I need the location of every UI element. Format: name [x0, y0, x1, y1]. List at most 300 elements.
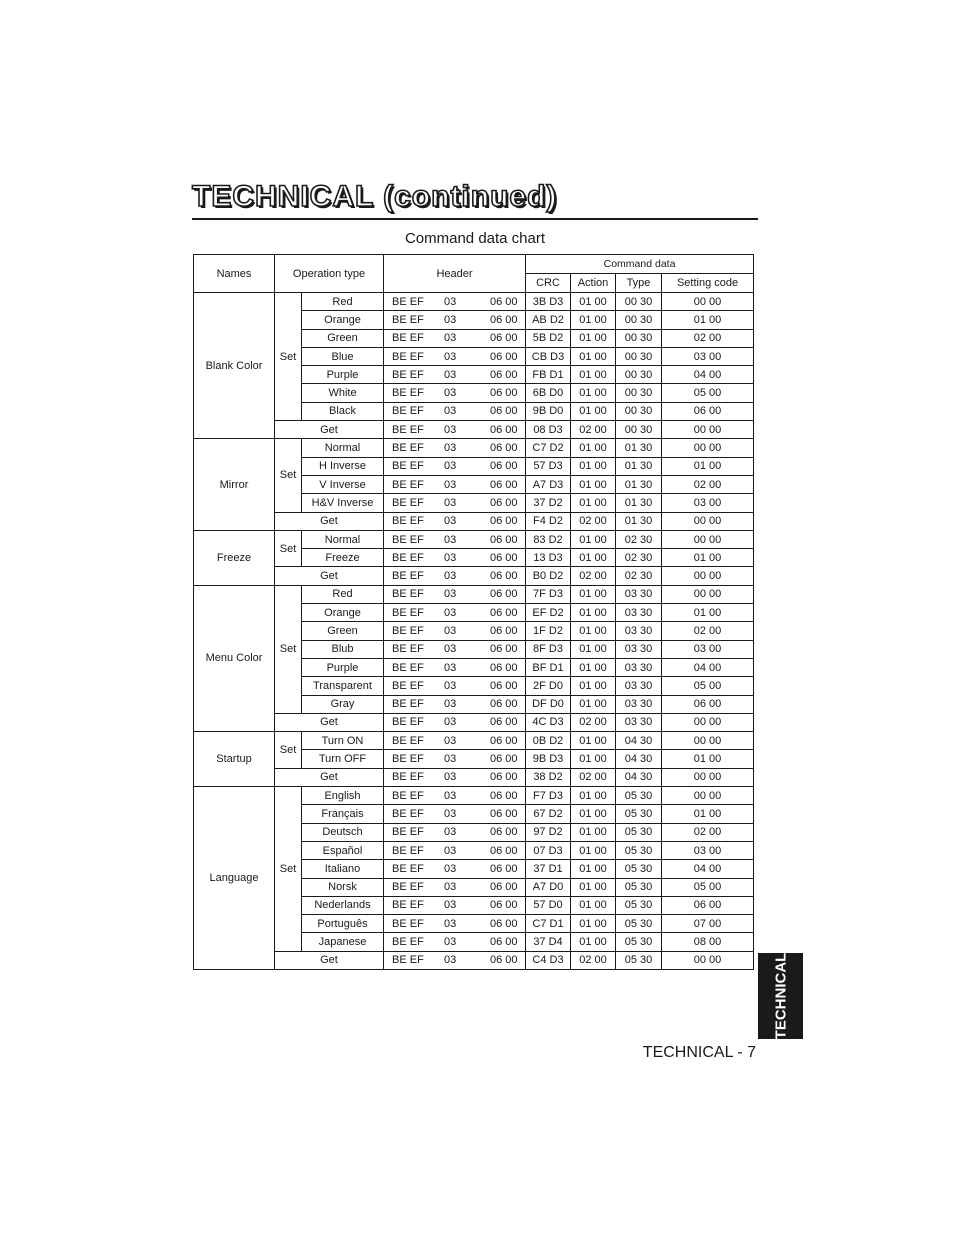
header-byte-group: 03	[444, 844, 457, 857]
action-value: 01 00	[571, 549, 616, 567]
header-byte-group: 06 00	[490, 478, 518, 491]
action-value: 01 00	[571, 841, 616, 859]
header-byte-group: BE EF	[392, 771, 424, 784]
header-byte-group: BE EF	[392, 734, 424, 747]
header-value	[384, 713, 526, 731]
table-row	[194, 732, 754, 750]
header-byte-group: BE EF	[392, 606, 424, 619]
header-byte-group: 06 00	[490, 606, 518, 619]
header-byte-group: BE EF	[392, 368, 424, 381]
operation-name: Blub	[302, 640, 384, 658]
crc-value: 07 D3	[526, 841, 571, 859]
crc-value: 1F D2	[526, 622, 571, 640]
header-byte-group: BE EF	[392, 716, 424, 729]
header-byte-group: 03	[444, 551, 457, 564]
col-action: Action	[571, 274, 616, 293]
header-byte-group: 03	[444, 753, 457, 766]
header-byte-group: BE EF	[392, 624, 424, 637]
action-value: 01 00	[571, 878, 616, 896]
set-label: Set	[275, 293, 302, 421]
table-row	[194, 585, 754, 603]
setting-code-value: 00 00	[662, 732, 754, 750]
set-label: Set	[275, 732, 302, 769]
header-byte-group: BE EF	[392, 295, 424, 308]
header-byte-group: BE EF	[392, 460, 424, 473]
setting-code-value: 05 00	[662, 677, 754, 695]
header-byte-group: 03	[444, 387, 457, 400]
header-value	[384, 475, 526, 493]
header-value	[384, 494, 526, 512]
operation-name: Purple	[302, 366, 384, 384]
header-byte-group: BE EF	[392, 789, 424, 802]
header-value	[384, 640, 526, 658]
setting-code-value: 06 00	[662, 896, 754, 914]
header-byte-group: 03	[444, 368, 457, 381]
header-byte-group: 06 00	[490, 862, 518, 875]
header-value	[384, 530, 526, 548]
type-value: 04 30	[616, 732, 662, 750]
crc-value: 97 D2	[526, 823, 571, 841]
setting-code-value: 04 00	[662, 860, 754, 878]
type-value: 03 30	[616, 585, 662, 603]
header-value	[384, 951, 526, 969]
col-names: Names	[194, 255, 275, 293]
type-value: 05 30	[616, 860, 662, 878]
action-value: 01 00	[571, 347, 616, 365]
header-byte-group: 06 00	[490, 496, 518, 509]
action-value: 02 00	[571, 713, 616, 731]
header-byte-group: 06 00	[490, 807, 518, 820]
operation-name: White	[302, 384, 384, 402]
set-label: Set	[275, 530, 302, 567]
chart-caption: Command data chart	[404, 230, 546, 247]
header-byte-group: 03	[444, 917, 457, 930]
operation-name: Français	[302, 805, 384, 823]
type-value: 03 30	[616, 604, 662, 622]
command-data-table	[193, 254, 754, 970]
header-byte-group: 03	[444, 624, 457, 637]
type-value: 02 30	[616, 567, 662, 585]
header-byte-group: BE EF	[392, 515, 424, 528]
crc-value: 83 D2	[526, 530, 571, 548]
action-value: 01 00	[571, 860, 616, 878]
operation-name: V Inverse	[302, 475, 384, 493]
action-value: 01 00	[571, 329, 616, 347]
setting-code-value: 02 00	[662, 823, 754, 841]
header-byte-group: 06 00	[490, 570, 518, 583]
setting-code-value: 04 00	[662, 366, 754, 384]
setting-code-value: 00 00	[662, 293, 754, 311]
header-value	[384, 860, 526, 878]
type-value: 03 30	[616, 622, 662, 640]
group-name: Menu Color	[194, 585, 275, 731]
set-label: Set	[275, 585, 302, 713]
header-value	[384, 347, 526, 365]
setting-code-value: 04 00	[662, 658, 754, 676]
operation-name: Gray	[302, 695, 384, 713]
header-byte-group: BE EF	[392, 936, 424, 949]
type-value: 01 30	[616, 512, 662, 530]
action-value: 01 00	[571, 439, 616, 457]
crc-value: 37 D2	[526, 494, 571, 512]
header-byte-group: 03	[444, 496, 457, 509]
header-byte-group: 06 00	[490, 295, 518, 308]
header-value	[384, 732, 526, 750]
header-byte-group: 06 00	[490, 460, 518, 473]
action-value: 01 00	[571, 494, 616, 512]
type-value: 00 30	[616, 421, 662, 439]
setting-code-value: 03 00	[662, 494, 754, 512]
title-rule	[192, 218, 758, 220]
header-value	[384, 677, 526, 695]
operation-name: Italiano	[302, 860, 384, 878]
type-value: 02 30	[616, 530, 662, 548]
crc-value: A7 D3	[526, 475, 571, 493]
action-value: 01 00	[571, 915, 616, 933]
header-byte-group: 03	[444, 698, 457, 711]
operation-name: Red	[302, 585, 384, 603]
operation-name: Português	[302, 915, 384, 933]
type-value: 04 30	[616, 768, 662, 786]
action-value: 01 00	[571, 604, 616, 622]
type-value: 01 30	[616, 475, 662, 493]
setting-code-value: 03 00	[662, 640, 754, 658]
header-byte-group: 03	[444, 423, 457, 436]
setting-code-value: 05 00	[662, 878, 754, 896]
col-command-data: Command data	[526, 255, 754, 274]
table-row	[194, 530, 754, 548]
header-byte-group: BE EF	[392, 917, 424, 930]
type-value: 00 30	[616, 384, 662, 402]
crc-value: AB D2	[526, 311, 571, 329]
type-value: 05 30	[616, 878, 662, 896]
header-byte-group: BE EF	[392, 807, 424, 820]
action-value: 02 00	[571, 951, 616, 969]
header-byte-group: BE EF	[392, 350, 424, 363]
type-value: 00 30	[616, 293, 662, 311]
section-side-tab	[758, 953, 803, 1039]
operation-name: H&V Inverse	[302, 494, 384, 512]
header-byte-group: 03	[444, 533, 457, 546]
header-value	[384, 421, 526, 439]
setting-code-value: 06 00	[662, 695, 754, 713]
type-value: 05 30	[616, 841, 662, 859]
header-value	[384, 512, 526, 530]
header-byte-group: BE EF	[392, 423, 424, 436]
crc-value: CB D3	[526, 347, 571, 365]
type-value: 01 30	[616, 457, 662, 475]
get-operation: Get	[275, 951, 384, 969]
header-value	[384, 841, 526, 859]
setting-code-value: 00 00	[662, 585, 754, 603]
header-byte-group: 06 00	[490, 826, 518, 839]
type-value: 05 30	[616, 915, 662, 933]
setting-code-value: 07 00	[662, 915, 754, 933]
crc-value: FB D1	[526, 366, 571, 384]
header-value	[384, 750, 526, 768]
header-byte-group: 06 00	[490, 313, 518, 326]
header-byte-group: BE EF	[392, 844, 424, 857]
crc-value: 5B D2	[526, 329, 571, 347]
action-value: 01 00	[571, 805, 616, 823]
crc-value: BF D1	[526, 658, 571, 676]
type-value: 00 30	[616, 311, 662, 329]
crc-value: 37 D4	[526, 933, 571, 951]
action-value: 01 00	[571, 933, 616, 951]
action-value: 01 00	[571, 695, 616, 713]
operation-name: English	[302, 787, 384, 805]
action-value: 01 00	[571, 823, 616, 841]
crc-value: C7 D2	[526, 439, 571, 457]
header-byte-group: 03	[444, 789, 457, 802]
header-byte-group: 06 00	[490, 679, 518, 692]
header-byte-group: BE EF	[392, 387, 424, 400]
operation-name: Español	[302, 841, 384, 859]
header-byte-group: 06 00	[490, 332, 518, 345]
setting-code-value: 00 00	[662, 439, 754, 457]
header-byte-group: 06 00	[490, 881, 518, 894]
header-byte-group: BE EF	[392, 478, 424, 491]
crc-value: F4 D2	[526, 512, 571, 530]
action-value: 02 00	[571, 768, 616, 786]
group-name: Language	[194, 787, 275, 970]
table-row	[194, 293, 754, 311]
crc-value: 9B D0	[526, 402, 571, 420]
header-byte-group: BE EF	[392, 313, 424, 326]
crc-value: C7 D1	[526, 915, 571, 933]
header-byte-group: 03	[444, 679, 457, 692]
operation-name: Green	[302, 329, 384, 347]
table-row	[194, 951, 754, 969]
operation-name: Blue	[302, 347, 384, 365]
crc-value: 4C D3	[526, 713, 571, 731]
type-value: 00 30	[616, 366, 662, 384]
type-value: 05 30	[616, 805, 662, 823]
header-byte-group: BE EF	[392, 679, 424, 692]
header-byte-group: BE EF	[392, 881, 424, 894]
action-value: 01 00	[571, 585, 616, 603]
setting-code-value: 02 00	[662, 475, 754, 493]
header-byte-group: BE EF	[392, 826, 424, 839]
header-value	[384, 293, 526, 311]
get-operation: Get	[275, 512, 384, 530]
header-value	[384, 366, 526, 384]
action-value: 01 00	[571, 311, 616, 329]
header-byte-group: BE EF	[392, 862, 424, 875]
setting-code-value: 00 00	[662, 713, 754, 731]
header-byte-group: BE EF	[392, 698, 424, 711]
header-byte-group: BE EF	[392, 588, 424, 601]
header-byte-group: 03	[444, 405, 457, 418]
group-name: Blank Color	[194, 293, 275, 439]
header-byte-group: 06 00	[490, 350, 518, 363]
operation-name: Turn ON	[302, 732, 384, 750]
header-byte-group: 06 00	[490, 936, 518, 949]
header-byte-group: BE EF	[392, 332, 424, 345]
setting-code-value: 00 00	[662, 787, 754, 805]
table-row	[194, 768, 754, 786]
header-value	[384, 768, 526, 786]
operation-name: H Inverse	[302, 457, 384, 475]
get-operation: Get	[275, 768, 384, 786]
setting-code-value: 02 00	[662, 329, 754, 347]
header-byte-group: 03	[444, 936, 457, 949]
action-value: 02 00	[571, 421, 616, 439]
header-byte-group: BE EF	[392, 753, 424, 766]
action-value: 01 00	[571, 402, 616, 420]
header-byte-group: 03	[444, 734, 457, 747]
table-row	[194, 512, 754, 530]
operation-name: Purple	[302, 658, 384, 676]
set-label: Set	[275, 439, 302, 512]
header-value	[384, 311, 526, 329]
header-byte-group: 03	[444, 295, 457, 308]
crc-value: B0 D2	[526, 567, 571, 585]
header-value	[384, 896, 526, 914]
crc-value: A7 D0	[526, 878, 571, 896]
header-value	[384, 439, 526, 457]
type-value: 03 30	[616, 658, 662, 676]
header-byte-group: BE EF	[392, 533, 424, 546]
operation-name: Japanese	[302, 933, 384, 951]
header-byte-group: 06 00	[490, 588, 518, 601]
header-byte-group: 03	[444, 588, 457, 601]
header-byte-group: 06 00	[490, 405, 518, 418]
operation-name: Normal	[302, 530, 384, 548]
header-value	[384, 787, 526, 805]
col-setting-code: Setting code	[662, 274, 754, 293]
header-byte-group: BE EF	[392, 551, 424, 564]
action-value: 01 00	[571, 732, 616, 750]
operation-name: Orange	[302, 604, 384, 622]
crc-value: 67 D2	[526, 805, 571, 823]
crc-value: 0B D2	[526, 732, 571, 750]
header-value	[384, 549, 526, 567]
setting-code-value: 01 00	[662, 311, 754, 329]
header-byte-group: BE EF	[392, 496, 424, 509]
operation-name: Normal	[302, 439, 384, 457]
header-byte-group: BE EF	[392, 954, 424, 967]
setting-code-value: 01 00	[662, 750, 754, 768]
header-byte-group: 06 00	[490, 917, 518, 930]
header-value	[384, 805, 526, 823]
header-byte-group: 06 00	[490, 515, 518, 528]
header-value	[384, 457, 526, 475]
header-byte-group: 03	[444, 826, 457, 839]
action-value: 01 00	[571, 384, 616, 402]
header-value	[384, 384, 526, 402]
header-byte-group: 06 00	[490, 698, 518, 711]
type-value: 05 30	[616, 823, 662, 841]
header-byte-group: BE EF	[392, 899, 424, 912]
crc-value: C4 D3	[526, 951, 571, 969]
operation-name: Nederlands	[302, 896, 384, 914]
header-byte-group: 03	[444, 881, 457, 894]
header-byte-group: 03	[444, 515, 457, 528]
header-byte-group: 03	[444, 899, 457, 912]
operation-name: Norsk	[302, 878, 384, 896]
operation-name: Freeze	[302, 549, 384, 567]
header-byte-group: 03	[444, 661, 457, 674]
action-value: 01 00	[571, 530, 616, 548]
setting-code-value: 01 00	[662, 604, 754, 622]
col-header: Header	[384, 255, 526, 293]
header-byte-group: 03	[444, 478, 457, 491]
group-name: Freeze	[194, 530, 275, 585]
header-byte-group: 06 00	[490, 387, 518, 400]
group-name: Mirror	[194, 439, 275, 530]
type-value: 03 30	[616, 713, 662, 731]
type-value: 03 30	[616, 640, 662, 658]
type-value: 05 30	[616, 933, 662, 951]
header-value	[384, 329, 526, 347]
type-value: 05 30	[616, 896, 662, 914]
set-label: Set	[275, 787, 302, 952]
action-value: 01 00	[571, 293, 616, 311]
type-value: 03 30	[616, 677, 662, 695]
header-byte-group: BE EF	[392, 661, 424, 674]
action-value: 01 00	[571, 622, 616, 640]
setting-code-value: 03 00	[662, 841, 754, 859]
header-byte-group: BE EF	[392, 570, 424, 583]
setting-code-value: 01 00	[662, 549, 754, 567]
operation-name: Turn OFF	[302, 750, 384, 768]
setting-code-value: 00 00	[662, 951, 754, 969]
header-byte-group: 03	[444, 313, 457, 326]
crc-value: 3B D3	[526, 293, 571, 311]
operation-name: Orange	[302, 311, 384, 329]
header-byte-group: 06 00	[490, 643, 518, 656]
crc-value: 8F D3	[526, 640, 571, 658]
page-title: TECHNICAL (continued)	[192, 180, 558, 213]
header-byte-group: 06 00	[490, 734, 518, 747]
type-value: 00 30	[616, 347, 662, 365]
setting-code-value: 02 00	[662, 622, 754, 640]
crc-value: 6B D0	[526, 384, 571, 402]
page-number: TECHNICAL - 7	[642, 1044, 756, 1061]
header-value	[384, 695, 526, 713]
header-byte-group: 03	[444, 716, 457, 729]
setting-code-value: 00 00	[662, 567, 754, 585]
setting-code-value: 01 00	[662, 805, 754, 823]
action-value: 01 00	[571, 366, 616, 384]
setting-code-value: 00 00	[662, 421, 754, 439]
header-value	[384, 823, 526, 841]
crc-value: 7F D3	[526, 585, 571, 603]
header-byte-group: 06 00	[490, 624, 518, 637]
operation-name: Transparent	[302, 677, 384, 695]
type-value: 02 30	[616, 549, 662, 567]
crc-value: F7 D3	[526, 787, 571, 805]
header-value	[384, 933, 526, 951]
setting-code-value: 06 00	[662, 402, 754, 420]
col-crc: CRC	[526, 274, 571, 293]
crc-value: 57 D0	[526, 896, 571, 914]
header-byte-group: 03	[444, 862, 457, 875]
action-value: 01 00	[571, 457, 616, 475]
action-value: 01 00	[571, 896, 616, 914]
setting-code-value: 00 00	[662, 768, 754, 786]
operation-name: Red	[302, 293, 384, 311]
action-value: 02 00	[571, 567, 616, 585]
header-byte-group: 03	[444, 771, 457, 784]
table-row	[194, 421, 754, 439]
header-byte-group: 06 00	[490, 771, 518, 784]
action-value: 01 00	[571, 750, 616, 768]
header-value	[384, 658, 526, 676]
crc-value: 57 D3	[526, 457, 571, 475]
table-row	[194, 787, 754, 805]
